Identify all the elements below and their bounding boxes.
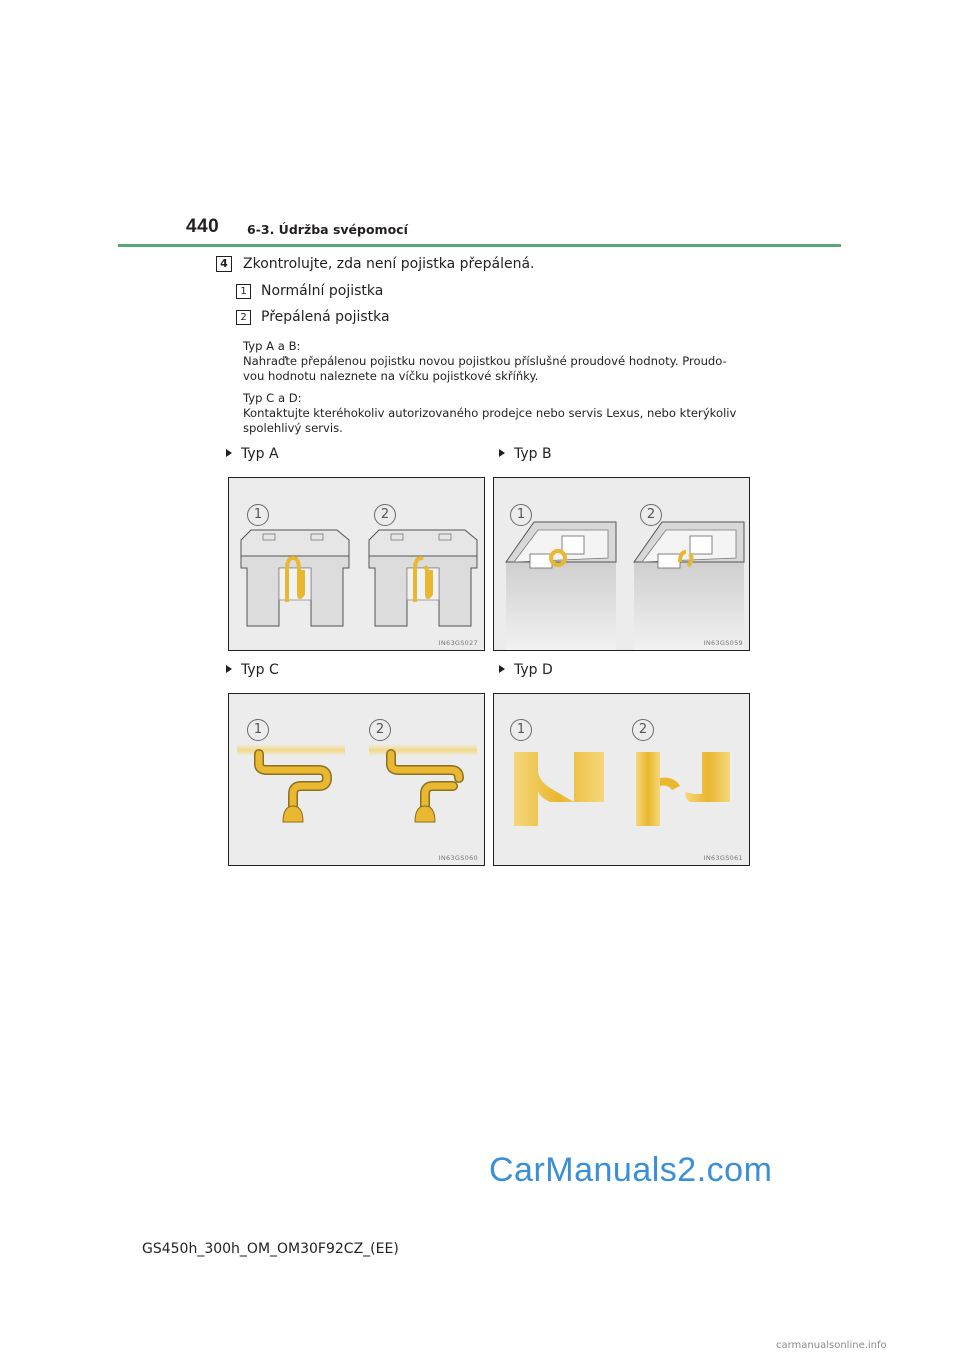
- triangle-bullet-icon: [226, 449, 232, 457]
- note-heading: Typ A a B:: [243, 339, 301, 353]
- note-type-a-b: [243, 339, 758, 384]
- callout-blown: 2: [640, 504, 662, 526]
- fusible-link-illustration: [229, 694, 485, 866]
- callout-blown: 2: [632, 719, 654, 741]
- cartridge-fuse-illustration: [494, 478, 750, 651]
- step-number-badge: 4: [216, 256, 232, 272]
- note-line: vou hodnotu naleznete na víčku pojistkové skříňky.: [243, 369, 539, 383]
- triangle-bullet-icon: [499, 449, 505, 457]
- document-code: GS450h_300h_OM_OM30F92CZ_(EE): [142, 1241, 399, 1257]
- figure-code: IN63GS059: [703, 639, 743, 647]
- note-heading: Typ C a D:: [243, 391, 302, 405]
- legend-number-badge: 1: [236, 284, 251, 299]
- figure-code: IN63GS061: [703, 854, 743, 862]
- callout-normal: 1: [247, 719, 269, 741]
- callout-blown: 2: [369, 719, 391, 741]
- figure-type-d: [493, 693, 750, 866]
- thick-fusible-link-illustration: [494, 694, 750, 866]
- note-line: spolehlivý servis.: [243, 421, 343, 435]
- legend-number-badge: 2: [236, 310, 251, 325]
- figure-label-type-d: Typ D: [499, 662, 553, 678]
- figure-type-b: [493, 477, 750, 651]
- figure-code: IN63GS060: [438, 854, 478, 862]
- triangle-bullet-icon: [226, 665, 232, 673]
- callout-blown: 2: [374, 504, 396, 526]
- legend-normal-fuse: Normální pojistka: [261, 283, 384, 299]
- triangle-bullet-icon: [499, 665, 505, 673]
- figure-type-c: [228, 693, 485, 866]
- note-line: Nahraďte přepálenou pojistku novou pojistkou příslušné proudové hodnoty. Proudo-: [243, 354, 727, 368]
- section-title: 6-3. Údržba svépomocí: [247, 222, 408, 237]
- legend-blown-fuse: Přepálená pojistka: [261, 309, 390, 325]
- callout-normal: 1: [247, 504, 269, 526]
- figure-label-type-b: Typ B: [499, 446, 552, 462]
- figure-label-type-a: Typ A: [226, 446, 279, 462]
- watermark-logo: CarManuals2.com: [489, 1151, 773, 1189]
- figure-label-type-c: Typ C: [226, 662, 279, 678]
- note-type-c-d: [243, 391, 758, 436]
- figure-type-a: [228, 477, 485, 651]
- callout-normal: 1: [510, 504, 532, 526]
- figure-code: IN63GS027: [438, 639, 478, 647]
- note-line: Kontaktujte kteréhokoliv autorizovaného prodejce nebo servis Lexus, nebo kterýkoliv: [243, 406, 737, 420]
- callout-normal: 1: [510, 719, 532, 741]
- site-watermark: carmanualsonline.info: [776, 1340, 887, 1351]
- header-rule: [118, 244, 841, 247]
- step-instruction: Zkontrolujte, zda není pojistka přepálená.: [243, 256, 535, 272]
- page-number: 440: [186, 216, 220, 237]
- blade-fuse-illustration: [229, 478, 485, 651]
